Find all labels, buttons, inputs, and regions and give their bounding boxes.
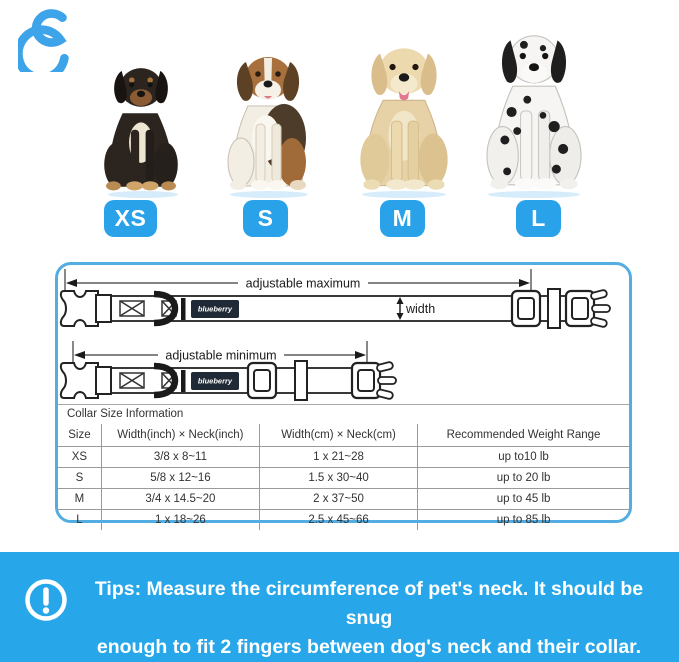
tips-text <box>74 575 664 662</box>
cell-cm: 2 x 37~50 <box>259 489 417 510</box>
brand-label: blueberry <box>197 376 233 386</box>
size-badge-xs: XS <box>104 200 157 237</box>
cell-size: M <box>58 489 101 510</box>
cell-inch: 5/8 x 12~16 <box>101 468 259 489</box>
dog-photo-s-beagle <box>218 44 318 196</box>
dog-photo-m-golden-retriever <box>352 28 456 196</box>
alert-exclamation-icon <box>24 578 68 622</box>
table-row <box>58 510 629 531</box>
cell-inch: 3/8 x 8~11 <box>101 447 259 468</box>
cell-weight: up to 45 lb <box>418 489 629 510</box>
cell-weight: up to 85 lb <box>418 510 629 531</box>
table-row <box>58 489 629 510</box>
cell-weight: up to 20 lb <box>418 468 629 489</box>
panel-divider <box>58 404 629 405</box>
collar-size-table <box>58 424 629 530</box>
brand-label: blueberry <box>197 304 233 314</box>
table-row <box>58 447 629 468</box>
table-header-row <box>58 424 629 447</box>
cell-size: XS <box>58 447 101 468</box>
label-adjustable-maximum: adjustable maximum <box>245 276 361 291</box>
cell-cm: 2.5 x 45~66 <box>259 510 417 531</box>
size-badge-s: S <box>243 200 288 237</box>
tips-line-2: enough to fit 2 fingers between dog's neck and their collar. <box>96 636 642 658</box>
cell-weight: up to10 lb <box>418 447 629 468</box>
header-weight: Recommended Weight Range <box>418 424 629 447</box>
tips-line-1: Tips: Measure the circumference of pet's neck. It should be snug <box>94 578 644 629</box>
collar-diagram <box>58 265 629 405</box>
size-info-panel <box>55 262 632 526</box>
table-title: Collar Size Information <box>67 408 184 420</box>
cell-cm: 1 x 21~28 <box>259 447 417 468</box>
cell-size: S <box>58 468 101 489</box>
size-badge-m: M <box>380 200 425 237</box>
cell-cm: 1.5 x 30~40 <box>259 468 417 489</box>
brand-logo-icon <box>18 8 76 74</box>
dog-photo-l-dalmatian <box>478 6 590 196</box>
header-cm: Width(cm) × Neck(cm) <box>259 424 417 447</box>
label-adjustable-minimum: adjustable minimum <box>165 348 277 363</box>
label-width: width <box>406 302 436 316</box>
table-row <box>58 468 629 489</box>
cell-inch: 1 x 18~26 <box>101 510 259 531</box>
size-badge-l: L <box>516 200 561 237</box>
header-inch: Width(inch) × Neck(inch) <box>101 424 259 447</box>
header-size: Size <box>58 424 101 447</box>
dog-photo-xs-puppy <box>95 58 187 196</box>
tips-bar <box>0 552 679 662</box>
cell-inch: 3/4 x 14.5~20 <box>101 489 259 510</box>
cell-size: L <box>58 510 101 531</box>
